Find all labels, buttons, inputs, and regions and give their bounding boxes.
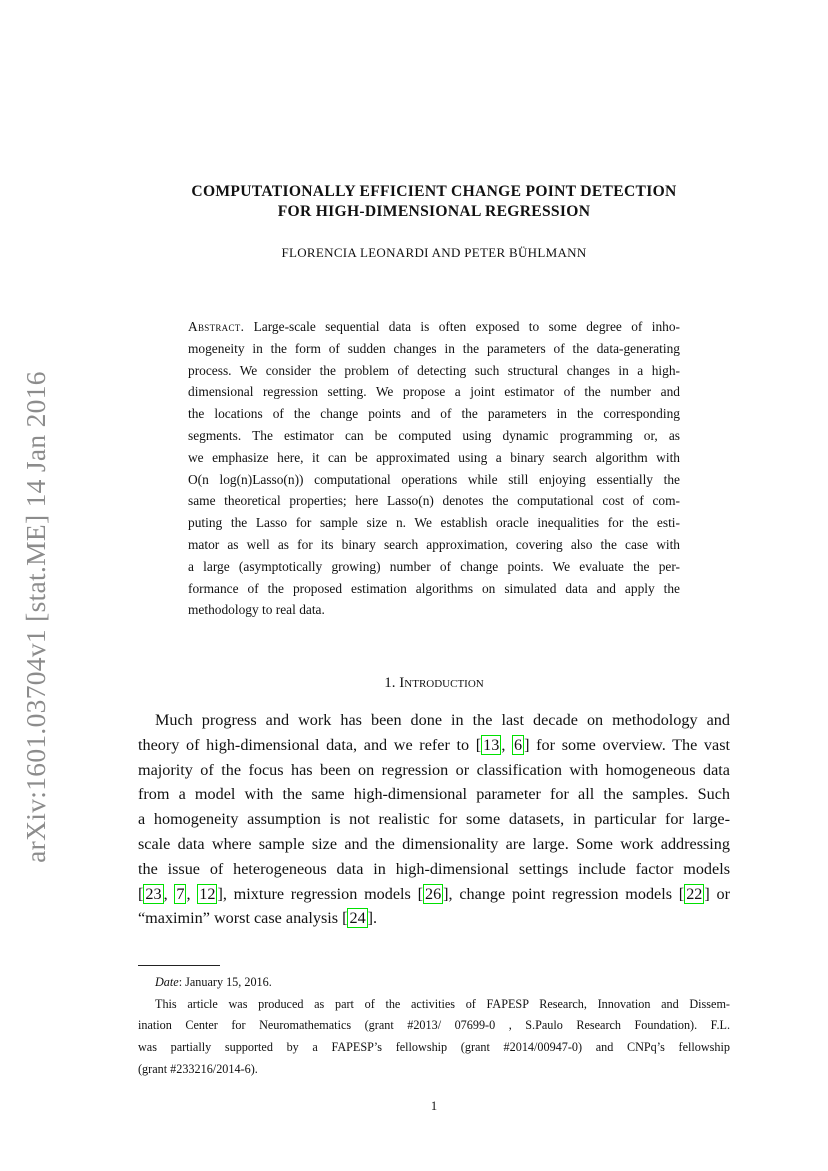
section-heading-introduction: [120, 675, 748, 692]
arxiv-identifier-stamp: [16, 364, 56, 870]
intro-line: theory of high-dimensional data, and we refer to [ 13 , 6 ] for some overview. The vast: [138, 735, 730, 754]
abstract-line: [188, 316, 680, 338]
footnote-line: was partially supported by a FAPESP’s fellowship (grant #2014/00947-0) and CNPq’s fellowship: [138, 1040, 730, 1055]
citation-link-12[interactable]: 12: [199, 884, 216, 903]
abstract-line: methodology to real data.: [188, 602, 325, 618]
citation-link-26[interactable]: 26: [424, 884, 442, 903]
page-number: 1: [430, 1099, 438, 1113]
footnotes: [138, 972, 730, 1081]
citation-link-23[interactable]: 23: [145, 884, 162, 903]
abstract: [188, 316, 680, 621]
abstract-line: formance of the proposed estimation algorithms on simulated data and apply the: [188, 580, 680, 596]
abstract-text: Large-scale sequential data is often exposed to some degree of inho-: [253, 319, 680, 334]
intro-line: scale data where sample size and the dimensionality are large. Some work addressing: [138, 834, 730, 853]
intro-line: Much progress and work has been done in the last decade on methodology and: [155, 711, 730, 729]
section-title: Introduction: [399, 675, 484, 691]
abstract-heading: Abstract.: [188, 319, 245, 334]
date-value: : January 15, 2016.: [178, 975, 272, 989]
section-number: 1.: [384, 675, 396, 691]
title-line-2: FOR HIGH-DIMENSIONAL REGRESSION: [277, 203, 591, 220]
abstract-line: we emphasize here, it can be approximated using a binary search algorithm with: [188, 449, 680, 465]
abstract-line: puting the Lasso for sample size n. We establish oracle inequalities for the esti-: [188, 515, 680, 531]
introduction-paragraph: [138, 708, 730, 931]
footnote-rule: [138, 965, 220, 966]
abstract-line: same theoretical properties; here Lasso(n) denotes the computational cost of com-: [188, 493, 680, 509]
footnote-line: This article was produced as part of the activities of FAPESP Research, Innovation and Dissem-: [155, 996, 730, 1011]
citation-link-6[interactable]: 6: [514, 735, 523, 754]
footnote-date: [138, 972, 730, 994]
intro-line: majority of the focus has been on regression or classification with homogeneous data: [138, 760, 730, 779]
abstract-line: mogeneity in the form of sudden changes in the parameters of the data-generating: [188, 340, 680, 356]
arxiv-identifier-text: arXiv:1601.03704v1 [stat.ME] 14 Jan 2016: [20, 371, 51, 863]
title-line-1: COMPUTATIONALLY EFFICIENT CHANGE POINT DETECTION: [191, 183, 677, 200]
paper-authors: FLORENCIA LEONARDI AND PETER BÜHLMANN: [281, 245, 587, 260]
abstract-line: the locations of the change points and of the parameters in the corresponding: [188, 406, 680, 422]
citation-link-24[interactable]: 24: [349, 909, 366, 928]
abstract-line: dimensional regression setting. We propose a joint estimator of the number and: [188, 384, 680, 400]
intro-line: the issue of heterogeneous data in high-dimensional settings include factor models: [138, 859, 730, 878]
intro-line: “maximin” worst case analysis [ 24 ].: [138, 909, 378, 928]
footnote-line: (grant #233216/2014-6).: [138, 1061, 258, 1076]
intro-line: a homogeneity assumption is not realistic for some datasets, in particular for large-: [138, 810, 730, 829]
paper-title: [120, 182, 748, 222]
intro-line: [ 23 , 7 , 12 ], mixture regression models [ 26 ], change point regression models [ 22 ] or: [138, 884, 731, 903]
citation-link-22[interactable]: 22: [686, 884, 703, 903]
abstract-line: mator as well as for its binary search approximation, covering also the case with: [188, 536, 680, 552]
abstract-line: process. We consider the problem of detecting such structural changes in a high-: [188, 362, 680, 378]
date-label: Date: [155, 975, 179, 989]
abstract-line: O(n log(n)Lasso(n)) computational operations while still enjoying essentially the: [188, 471, 680, 487]
footnote-line: ination Center for Neuromathematics (grant #2013/ 07699-0 , S.Paulo Research Foundation). F.L.: [138, 1018, 730, 1033]
citation-link-13[interactable]: 13: [483, 735, 500, 754]
citation-link-7[interactable]: 7: [176, 884, 185, 903]
intro-line: from a model with the same high-dimensional parameter for all the samples. Such: [138, 785, 730, 804]
abstract-line: segments. The estimator can be computed using dynamic programming or, as: [188, 427, 680, 443]
abstract-line: a large (asymptotically growing) number of change points. We evaluate the per-: [188, 558, 680, 574]
